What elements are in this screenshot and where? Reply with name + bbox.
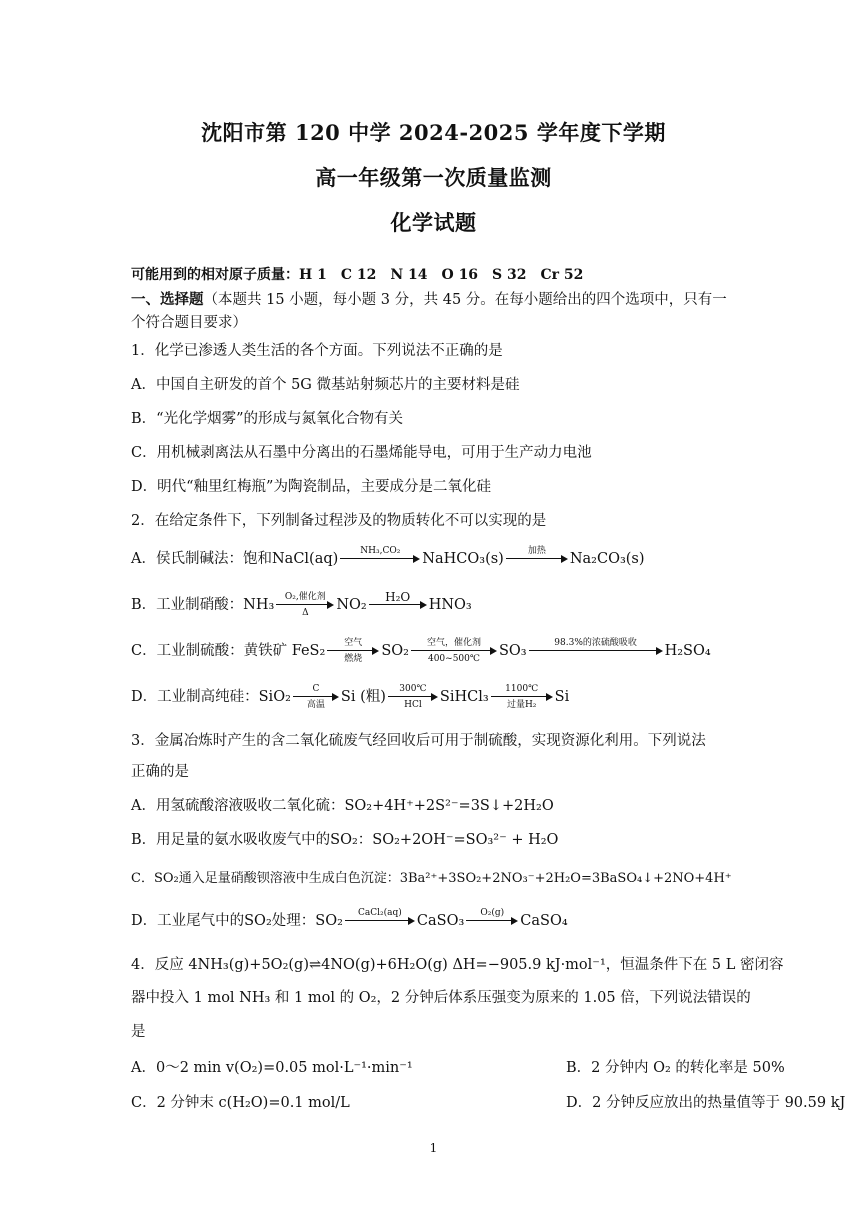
q2d-arrow-1-bottom: 高温 xyxy=(306,700,325,710)
q2-option-c xyxy=(131,637,747,665)
q3d-arrow-1 xyxy=(345,908,415,934)
q2d-species-2: Si (粗) xyxy=(340,689,386,705)
q2-option-a xyxy=(131,545,747,573)
q3-option-d xyxy=(131,907,747,935)
atomic-masses: 可能用到的相对原子质量：H 1 C 12 N 14 O 16 S 32 Cr 52 xyxy=(131,267,584,283)
q2a-arrow-1 xyxy=(340,546,420,572)
q2d-species-1: SiO₂ xyxy=(258,689,291,705)
section-desc-2: 个符合题目要求） xyxy=(131,315,247,331)
q3-option-a: A．用氢硫酸溶液吸收二氧化硫：SO₂+4H⁺+2S²⁻=3S↓+2H₂O xyxy=(131,798,554,814)
q3d-species-1: SO₂ xyxy=(315,913,343,929)
q2a-species-3: Na₂CO₃(s) xyxy=(569,551,645,567)
q2a-species-2: NaHCO₃(s) xyxy=(422,551,504,567)
q2d-arrow-1 xyxy=(293,684,339,710)
q2c-arrow-2 xyxy=(411,638,497,664)
q2c-species-1: FeS₂ xyxy=(291,643,326,659)
q2d-arrow-1-top: C xyxy=(312,684,320,694)
q3d-arrow-2 xyxy=(466,908,518,934)
q2d-arrow-3-bottom: 过量H₂ xyxy=(506,700,537,710)
q2a-arrow-1-label: NH₃,CO₂ xyxy=(360,546,401,556)
q2b-species-1: NH₃ xyxy=(243,597,275,613)
exam-title-school: 沈阳市第 120 中学 2024-2025 学年度下学期 xyxy=(201,120,666,145)
q3-stem-1: 3．金属冶炼时产生的含二氧化硫废气经回收后可用于制硫酸，实现资源化利用。下列说法 xyxy=(131,733,706,749)
q2c-arrow-2-bottom: 400~500℃ xyxy=(427,654,480,664)
q2b-label: B．工业制硝酸： xyxy=(131,597,244,613)
q1-option-d: D．明代“釉里红梅瓶”为陶瓷制品，主要成分是二氧化硅 xyxy=(131,479,491,495)
q1-option-c: C．用机械剥离法从石墨中分离出的石墨烯能导电，可用于生产动力电池 xyxy=(131,445,592,461)
q2c-arrow-3 xyxy=(529,638,663,664)
q2c-arrow-1-bottom: 燃烧 xyxy=(344,654,363,664)
q2d-arrow-2 xyxy=(388,684,438,710)
q2a-species-1: NaCl(aq) xyxy=(271,551,339,567)
q4-option-b: B．2 分钟内 O₂ 的转化率是 50% xyxy=(566,1060,785,1076)
exam-title-subject: 化学试题 xyxy=(390,210,477,235)
page-number: 1 xyxy=(429,1141,438,1155)
q2c-arrow-1-top: 空气 xyxy=(344,638,363,648)
q2b-arrow-1-top: O₂,催化剂 xyxy=(284,592,326,602)
exam-title-grade: 高一年级第一次质量监测 xyxy=(315,165,552,190)
q1-stem: 1．化学已渗透人类生活的各个方面。下列说法不正确的是 xyxy=(131,343,503,359)
q4-stem-1: 4．反应 4NH₃(g)+5O₂(g)⇌4NO(g)+6H₂O(g) ΔH=−905.9 kJ·mol⁻¹，恒温条件下在 5 L 密闭容 xyxy=(131,957,784,973)
q2d-arrow-3 xyxy=(491,684,553,710)
q3d-species-3: CaSO₄ xyxy=(520,913,568,929)
q2c-species-3: SO₃ xyxy=(498,643,527,659)
q4-option-c: C．2 分钟末 c(H₂O)=0.1 mol/L xyxy=(131,1095,350,1111)
q2c-arrow-2-top: 空气，催化剂 xyxy=(426,638,481,648)
q2b-arrow-2 xyxy=(369,592,427,618)
section-title: 一、选择题 xyxy=(131,291,204,308)
q4-stem-3: 是 xyxy=(131,1024,146,1040)
q3d-species-2: CaSO₃ xyxy=(416,913,465,929)
q4-options-row-2 xyxy=(131,1093,846,1113)
section-heading xyxy=(131,290,747,310)
q2-stem: 2．在给定条件下，下列制备过程涉及的物质转化不可以实现的是 xyxy=(131,513,547,529)
q2c-arrow-1 xyxy=(327,638,379,664)
q4-options-row-1 xyxy=(131,1058,785,1078)
q2b-arrow-1 xyxy=(276,592,334,618)
q2d-species-4: Si xyxy=(554,689,570,705)
q4-option-a: A．0～2 min v(O₂)=0.05 mol·L⁻¹·min⁻¹ xyxy=(131,1060,413,1076)
q2-option-b xyxy=(131,591,747,619)
q2c-species-2: SO₂ xyxy=(381,643,409,659)
q3-option-b: B．用足量的氨水吸收废气中的SO₂：SO₂+2OH⁻=SO₃²⁻ + H₂O xyxy=(131,832,559,848)
q2b-species-2: NO₂ xyxy=(336,597,367,613)
q3-stem-2: 正确的是 xyxy=(131,764,189,780)
q2b-species-3: HNO₃ xyxy=(428,597,472,613)
q2d-arrow-2-bottom: HCl xyxy=(404,700,422,710)
q4-option-d: D．2 分钟反应放出的热量值等于 90.59 kJ xyxy=(566,1095,846,1111)
q2c-species-4: H₂SO₄ xyxy=(664,643,711,659)
q2d-label: D．工业制高纯硅： xyxy=(131,689,259,705)
q2b-arrow-2-top: H₂O xyxy=(385,590,411,604)
q2a-label: A．侯氏制碱法：饱和 xyxy=(131,551,272,567)
section-desc-1: （本题共 15 小题，每小题 3 分，共 45 分。在每小题给出的四个选项中，只有一 xyxy=(203,292,727,308)
q1-option-b: B．“光化学烟雾”的形成与氮氧化合物有关 xyxy=(131,411,403,427)
q3-option-c: C．SO₂通入足量硝酸钡溶液中生成白色沉淀：3Ba²⁺+3SO₂+2NO₃⁻+2H₂O=3BaSO₄↓+2NO+4H⁺ xyxy=(131,871,732,886)
q2a-arrow-2 xyxy=(506,546,568,572)
q3d-label: D．工业尾气中的SO₂处理： xyxy=(131,913,316,929)
q4-stem-2: 器中投入 1 mol NH₃ 和 1 mol 的 O₂，2 分钟后体系压强变为原来的 1.05 倍，下列说法错误的 xyxy=(131,990,751,1006)
q3d-arrow-2-top: O₂(g) xyxy=(480,908,505,918)
q2-option-d xyxy=(131,683,747,711)
q2a-arrow-2-label: 加热 xyxy=(527,546,546,556)
q2c-label: C．工业制硫酸：黄铁矿 xyxy=(131,643,292,659)
q2d-species-3: SiHCl₃ xyxy=(439,689,489,705)
q3d-arrow-1-top: CaCl₂(aq) xyxy=(358,908,402,918)
q2d-arrow-2-top: 300℃ xyxy=(399,684,427,694)
q2b-arrow-1-bottom: Δ xyxy=(302,608,309,618)
q2d-arrow-3-top: 1100℃ xyxy=(505,684,539,694)
q1-option-a: A．中国自主研发的首个 5G 微基站射频芯片的主要材料是硅 xyxy=(131,377,520,393)
q2c-arrow-3-top: 98.3%的浓硫酸吸收 xyxy=(554,638,637,648)
